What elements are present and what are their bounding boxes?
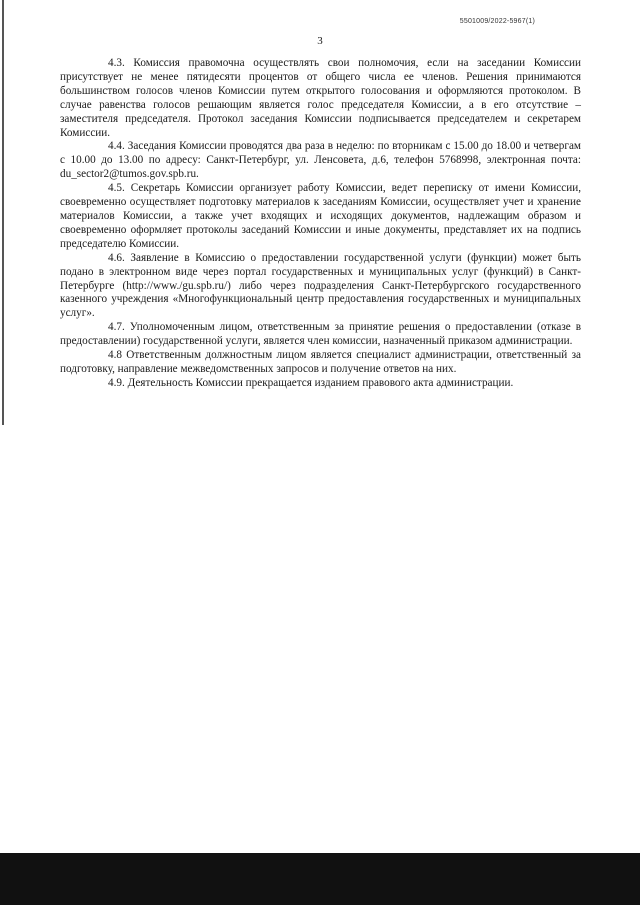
paragraph-4-7: 4.7. Уполномоченным лицом, ответственным за принятие решения о предоставлении (отказе в предоставлении) государственной услуги, является член комиссии, назначенный приказом администрации.: [60, 321, 581, 348]
paragraph-4-8: 4.8 Ответственным должностным лицом является специалист администрации, ответственный за подготовку, направление межведомственных запросов и получение ответов на них.: [60, 349, 581, 375]
scan-bottom-bar: [0, 853, 640, 905]
page-number: 3: [317, 35, 323, 47]
paragraph-4-3: 4.3. Комиссия правомочна осуществлять свои полномочия, если на заседании Комиссии присутствует не менее пятидесяти процентов от общего числа ее членов. Решения принимаются большинством голосов членов Комиссии путем открытого голосования и оформляются протоколом. В случае равенства голосов решающим является голос председателя Комиссии, а в его отсутствие – заместителя председателя. Протокол заседания Комиссии подписывается председателем и секретарем Комиссии.: [60, 57, 581, 139]
document-id: 5501009/2022-5967(1): [459, 18, 535, 25]
document-body: [60, 57, 581, 391]
paragraph-4-4: 4.4. Заседания Комиссии проводятся два раза в неделю: по вторникам с 15.00 до 18.00 и четвергам с 10.00 до 13.00 по адресу: Санкт-Петербург, ул. Ленсовета, д.6, телефон 5768998, электронная почта: du_sector2@tumos.gov.spb.ru.: [60, 140, 581, 181]
scan-edge-line: [2, 0, 4, 425]
paragraph-4-5: 4.5. Секретарь Комиссии организует работу Комиссии, ведет переписку от имени Комиссии, своевременно осуществляет подготовку материалов к заседаниям Комиссии, осуществляет учет и хранение материалов Комиссии, а также учет входящих и исходящих документов, надлежащим образом и своевременно оформляет протоколы заседаний Комиссии и иные документы, представляет их на подпись председателю Комиссии.: [60, 182, 581, 250]
paragraph-4-6: 4.6. Заявление в Комиссию о предоставлении государственной услуги (функции) может быть подано в электронном виде через портал государственных и муниципальных услуг (функций) в Санкт-Петербурге (http://www./gu.spb.ru/) либо через подразделения Санкт-Петербургского государственного казенного учреждения «Многофункциональный центр предоставления государственных и муниципальных услуг».: [60, 251, 581, 320]
paragraph-4-9: 4.9. Деятельность Комиссии прекращается изданием правового акта администрации.: [108, 376, 514, 389]
